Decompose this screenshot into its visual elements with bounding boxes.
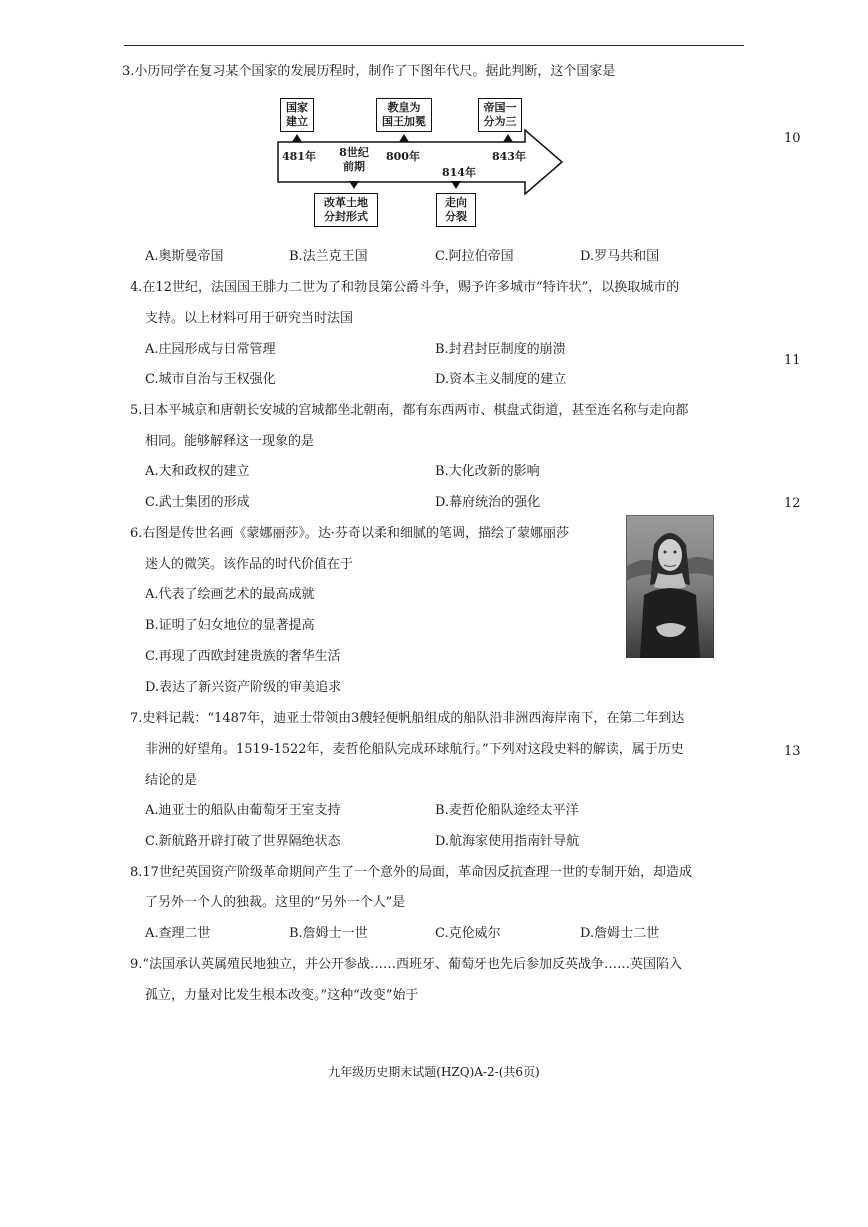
q4-option-d: D.资本主义制度的建立 xyxy=(435,372,567,387)
q8-stem-2: 了另外一个人的独裁。这里的“另外一个人”是 xyxy=(145,895,406,910)
q6-option-c: C.再现了西欧封建贵族的奢华生活 xyxy=(145,649,341,664)
top-rule xyxy=(124,45,744,46)
box3-line1: 帝国一 xyxy=(483,101,517,114)
mona-lisa-image xyxy=(626,515,714,658)
timeline-box-country-founded xyxy=(280,98,314,132)
year-843: 843年 xyxy=(492,150,526,163)
year-814: 814年 xyxy=(442,166,476,179)
year-8c-line1: 8世纪 xyxy=(339,146,369,159)
q6-stem-1: 6.右图是传世名画《蒙娜丽莎》。达·芬奇以柔和细腻的笔调，描绘了蒙娜丽莎 xyxy=(130,526,570,541)
q9-stem-2: 孤立，力量对比发生根本改变。”这种“改变”始于 xyxy=(145,988,419,1003)
box2-line2: 国王加冕 xyxy=(382,115,426,128)
q5-option-a: A.大和政权的建立 xyxy=(145,464,250,479)
year-8c xyxy=(334,146,374,174)
year-481: 481年 xyxy=(282,150,316,163)
timeline-box-division xyxy=(436,193,476,227)
box3-line2: 分为三 xyxy=(483,115,517,128)
q5-option-b: B.大化改新的影响 xyxy=(435,464,540,479)
q8-option-a: A.查理二世 xyxy=(145,926,211,941)
q7-option-b: B.麦哲伦船队途经太平洋 xyxy=(435,803,579,818)
box1-line1: 国家 xyxy=(286,101,308,114)
q4-stem-1: 4.在12世纪，法国国王腓力二世为了和勃艮第公爵斗争，赐予许多城市“特许状”，以换取城市的 xyxy=(130,280,680,295)
q8-stem-1: 8.17世纪英国资产阶级革命期间产生了一个意外的局面，革命因反抗查理一世的专制开始，却造成 xyxy=(130,865,692,880)
box4-line1: 改革土地 xyxy=(324,196,368,209)
q3-option-c: C.阿拉伯帝国 xyxy=(435,249,514,264)
q5-stem-2: 相同。能够解释这一现象的是 xyxy=(145,434,315,449)
marker-481 xyxy=(292,134,302,142)
marker-843 xyxy=(503,134,513,142)
marker-800 xyxy=(399,134,409,142)
q7-option-d: D.航海家使用指南针导航 xyxy=(435,834,580,849)
q9-stem-1: 9.“法国承认英属殖民地独立，并公开参战……西班牙、葡萄牙也先后参加反英战争……英国陷入 xyxy=(130,957,683,972)
q5-option-d: D.幕府统治的强化 xyxy=(435,495,541,510)
q4-option-c: C.城市自治与王权强化 xyxy=(145,372,276,387)
q5-stem-1: 5.日本平城京和唐朝长安城的宫城都坐北朝南，都有东西两市、棋盘式街道，甚至连名称与走向都 xyxy=(130,403,689,418)
q8-option-c: C.克伦威尔 xyxy=(435,926,501,941)
q4-option-a: A.庄园形成与日常管理 xyxy=(145,342,276,357)
q8-option-b: B.詹姆士一世 xyxy=(289,926,368,941)
box2-line1: 教皇为 xyxy=(387,101,421,114)
page-footer: 九年级历史期末试题(HZQ)A-2-(共6页) xyxy=(328,1065,540,1079)
q7-stem-1: 7.史料记载：“1487年，迪亚士带领由3艘轻便帆船组成的船队沿非洲西海岸南下，在第二年到达 xyxy=(130,711,685,726)
q3-stem: 3.小历同学在复习某个国家的发展历程时，制作了下图年代尺。据此判断，这个国家是 xyxy=(122,64,616,79)
q3-option-b: B.法兰克王国 xyxy=(289,249,368,264)
q4-option-b: B.封君封臣制度的崩溃 xyxy=(435,342,566,357)
marker-814 xyxy=(451,181,461,189)
q3-option-d: D.罗马共和国 xyxy=(580,249,660,264)
q3-option-a: A.奥斯曼帝国 xyxy=(145,249,224,264)
timeline-box-land-reform xyxy=(314,193,378,227)
timeline-box-pope-crown xyxy=(376,98,432,132)
q8-option-d: D.詹姆士二世 xyxy=(580,926,660,941)
side-number-11: 11 xyxy=(784,353,801,368)
side-number-13: 13 xyxy=(784,744,801,759)
q4-stem-2: 支持。以上材料可用于研究当时法国 xyxy=(145,311,354,326)
q5-option-c: C.武士集团的形成 xyxy=(145,495,250,510)
box1-line2: 建立 xyxy=(286,115,308,128)
q7-option-a: A.迪亚士的船队由葡萄牙王室支持 xyxy=(145,803,341,818)
timeline-box-empire-split xyxy=(478,98,522,132)
q6-stem-2: 迷人的微笑。该作品的时代价值在于 xyxy=(145,557,354,572)
q7-option-c: C.新航路开辟打破了世界隔绝状态 xyxy=(145,834,341,849)
year-8c-line2: 前期 xyxy=(343,160,365,173)
timeline-diagram xyxy=(270,92,570,232)
q6-option-b: B.证明了妇女地位的显著提高 xyxy=(145,618,315,633)
side-number-12: 12 xyxy=(784,496,801,511)
q6-option-a: A.代表了绘画艺术的最高成就 xyxy=(145,587,315,602)
side-number-10: 10 xyxy=(784,131,801,146)
box5-line1: 走向 xyxy=(445,196,467,209)
marker-8c xyxy=(349,181,359,189)
q7-stem-3: 结论的是 xyxy=(145,773,198,788)
box4-line2: 分封形式 xyxy=(324,210,368,223)
year-800: 800年 xyxy=(386,150,420,163)
q6-option-d: D.表达了新兴资产阶级的审美追求 xyxy=(145,680,342,695)
q7-stem-2: 非洲的好望角。1519-1522年，麦哲伦船队完成环球航行。”下列对这段史料的解读，属于历史 xyxy=(145,742,684,757)
box5-line2: 分裂 xyxy=(445,210,467,223)
